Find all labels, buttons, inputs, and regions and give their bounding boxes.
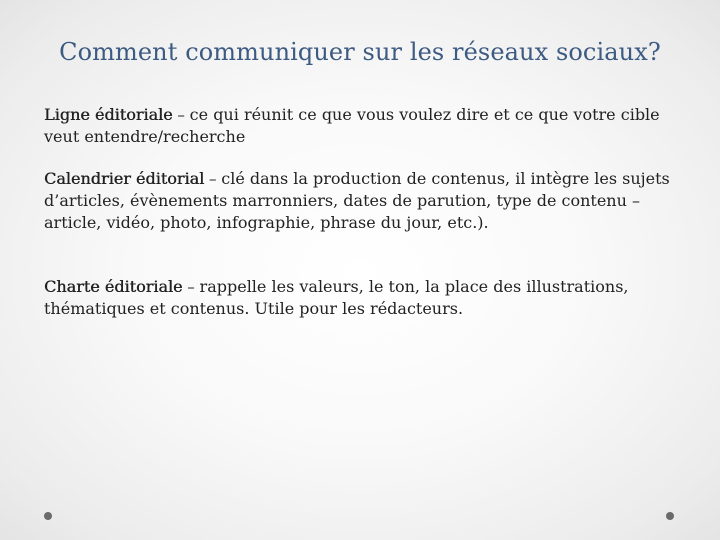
definition-charte-editoriale: rappelle les valeurs, le ton, la place des illustrations, thématiques et contenus. Utile pour les rédacteurs.: [44, 277, 629, 318]
separator: –: [182, 278, 200, 296]
definition-ligne-editoriale: ce qui réunit ce que vous voulez dire et ce que votre cible veut entendre/recherche: [44, 105, 660, 146]
slide-title: Comment communiquer sur les réseaux sociaux?: [59, 38, 661, 66]
paragraph-charte-editoriale: [44, 276, 684, 320]
definition-calendrier-editorial: clé dans la production de contenus, il intègre les sujets d’articles, évènements marronniers, dates de parution, type de contenu – article, vidéo, photo, infographie, phrase du jour, etc.).: [44, 169, 670, 232]
separator: –: [204, 170, 222, 188]
separator: –: [172, 106, 190, 124]
term-charte-editoriale: Charte éditoriale: [44, 277, 183, 296]
term-calendrier-editorial: Calendrier éditorial: [44, 169, 205, 188]
term-ligne-editoriale: Ligne éditoriale: [44, 105, 173, 124]
bullet-dot-left-icon: [44, 512, 52, 520]
bullet-dot-right-icon: [666, 512, 674, 520]
paragraph-calendrier-editorial: [44, 168, 684, 234]
paragraph-ligne-editoriale: [44, 104, 684, 148]
